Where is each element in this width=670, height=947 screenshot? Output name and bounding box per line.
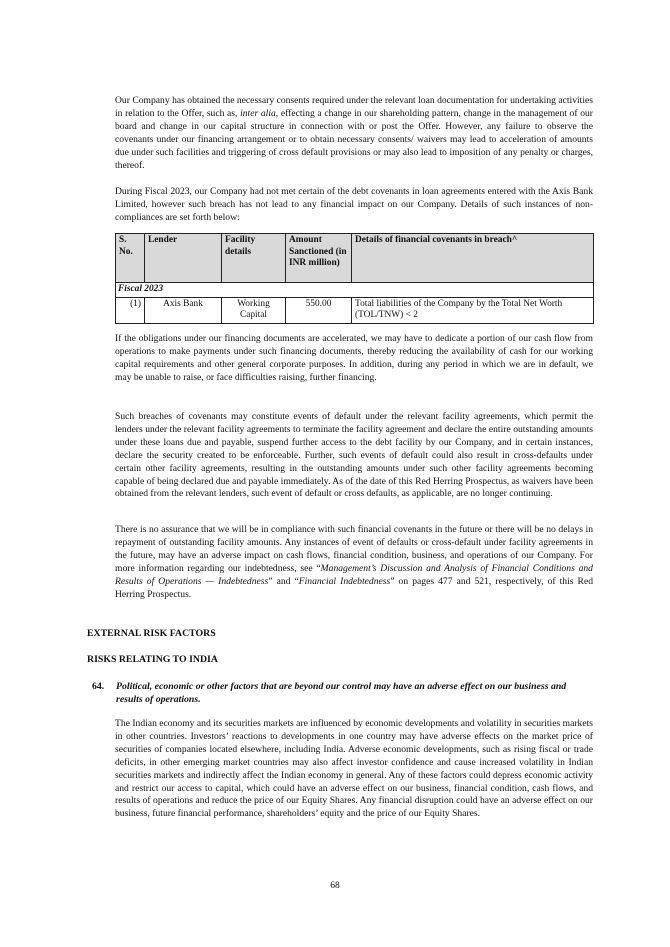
cell-sno: (1) (116, 297, 145, 323)
cell-facility: Working Capital (222, 297, 286, 323)
header-facility: Facility details (222, 234, 286, 283)
table-header-row (116, 234, 594, 283)
risk-title-text: Political, economic or other factors that are beyond our control may have an adverse effect on our business and results of operations. (116, 681, 567, 705)
heading-external-risk-factors: EXTERNAL RISK FACTORS (87, 628, 216, 639)
text-run: , effecting a change in our shareholding pattern, change in the management of our board and change in our capital structure in connection with or post the Offer. However, any failure to observe the covenants under our financing arrangement or to obtain necessary consents/ waivers may lead to acceleration of amounts due under such facilities and triggering of cross default provisions or may also lead to imposition of any penalty or charges, thereof. (115, 107, 593, 171)
text-run: ” on pages 477 and 521, respectively, of this Red Herring Prospectus. (115, 575, 594, 600)
cross-reference-mdna: Management’s Discussion and Analysis of Financial Conditions and Results of Operations — Indebtedness (115, 562, 593, 587)
paragraph-no-assurance (115, 524, 593, 601)
risk-number: 64. (92, 681, 105, 692)
table-group-row (116, 283, 594, 298)
paragraph-acceleration: If the obligations under our financing documents are accelerated, we may have to dedicate a portion of our cash flow from operations to make payments under such financing documents, thereby reducing the availability of cash for our working capital requirements and other general corporate purposes. In addition, during any period in which we are in default, we may be unable to raise, or face difficulties raising, further financing. (115, 333, 593, 383)
paragraph-fiscal-2023-breach: During Fiscal 2023, our Company had not met certain of the debt covenants in loan agreements entered with the Axis Bank Limited, however such breach has not lead to any financial impact on our Company. Details of such instances of non-compliances are set forth below: (115, 186, 593, 223)
cross-reference-financial-indebtedness: Financial Indebtedness (298, 575, 391, 587)
italic-text: inter alia (240, 107, 276, 119)
header-sno: S. No. (116, 234, 145, 283)
header-amount: Amount Sanctioned (in INR million) (286, 234, 352, 283)
header-lender: Lender (145, 234, 222, 283)
cell-lender: Axis Bank (145, 297, 222, 323)
paragraph-loan-consents (115, 95, 593, 172)
paragraph-events-of-default: Such breaches of covenants may constitute events of default under the relevant facility agreements, which permit the lenders under the relevant facility agreements to terminate the facility agreement and declare the entire outstanding amounts under these loans due and payable, suspend further access to the debt facility by our Company, and in certain instances, declare the security created to be enforceable. Further, such events of default could also result in cross-defaults under certain other facility agreements, resulting in the outstanding amounts under such other facility agreements becoming capable of being declared due and payable immediately. As of the date of this Red Herring Prospectus, as waivers have been obtained from the relevant lenders, such event of default or cross defaults, as applicable, are no longer continuing. (115, 411, 593, 500)
text-run: ” and “ (268, 575, 299, 587)
table-row (116, 297, 594, 323)
text-run: Our Company has obtained the necessary consents required under the relevant loan documentation for undertaking activities in relation to the Offer, such as, (115, 95, 593, 119)
fiscal-group-label: Fiscal 2023 (116, 283, 594, 298)
cell-details: Total liabilities of the Company by the Total Net Worth (TOL/TNW) < 2 (352, 297, 594, 323)
heading-risks-india: RISKS RELATING TO INDIA (87, 654, 218, 665)
risk-factor-64-title (92, 680, 592, 706)
text-run: There is no assurance that we will be in compliance with such financial covenants in the future or there will be no delays in repayment of outstanding facility amounts. Any instances of event of defaults or cross-default under facility agreements in the future, may have an adverse impact on cash flows, financial condition, business, and operations of our Company. For more information regarding our indebtedness, see “ (115, 524, 593, 574)
page-number: 68 (330, 880, 340, 891)
covenant-breach-table (115, 233, 594, 324)
cell-amount: 550.00 (286, 297, 352, 323)
paragraph-indian-economy: The Indian economy and its securities markets are influenced by economic developments and volatility in securities markets in other countries. Investors’ reactions to developments in one country may have adverse effects on the market price of securities of companies located elsewhere, including India. Adverse economic developments, such as rising fiscal or trade deficits, in other emerging market countries may also affect investor confidence and cause increased volatility in Indian securities markets and indirectly affect the Indian economy in general. Any of these factors could depress economic activity and restrict our access to capital, which could have an adverse effect on our business, financial condition, cash flows, and results of operations and reduce the price of our Equity Shares. Any financial disruption could have an adverse effect on our business, future financial performance, shareholders’ equity and the price of our Equity Shares. (115, 718, 593, 820)
header-details: Details of financial covenants in breach^ (352, 234, 594, 283)
